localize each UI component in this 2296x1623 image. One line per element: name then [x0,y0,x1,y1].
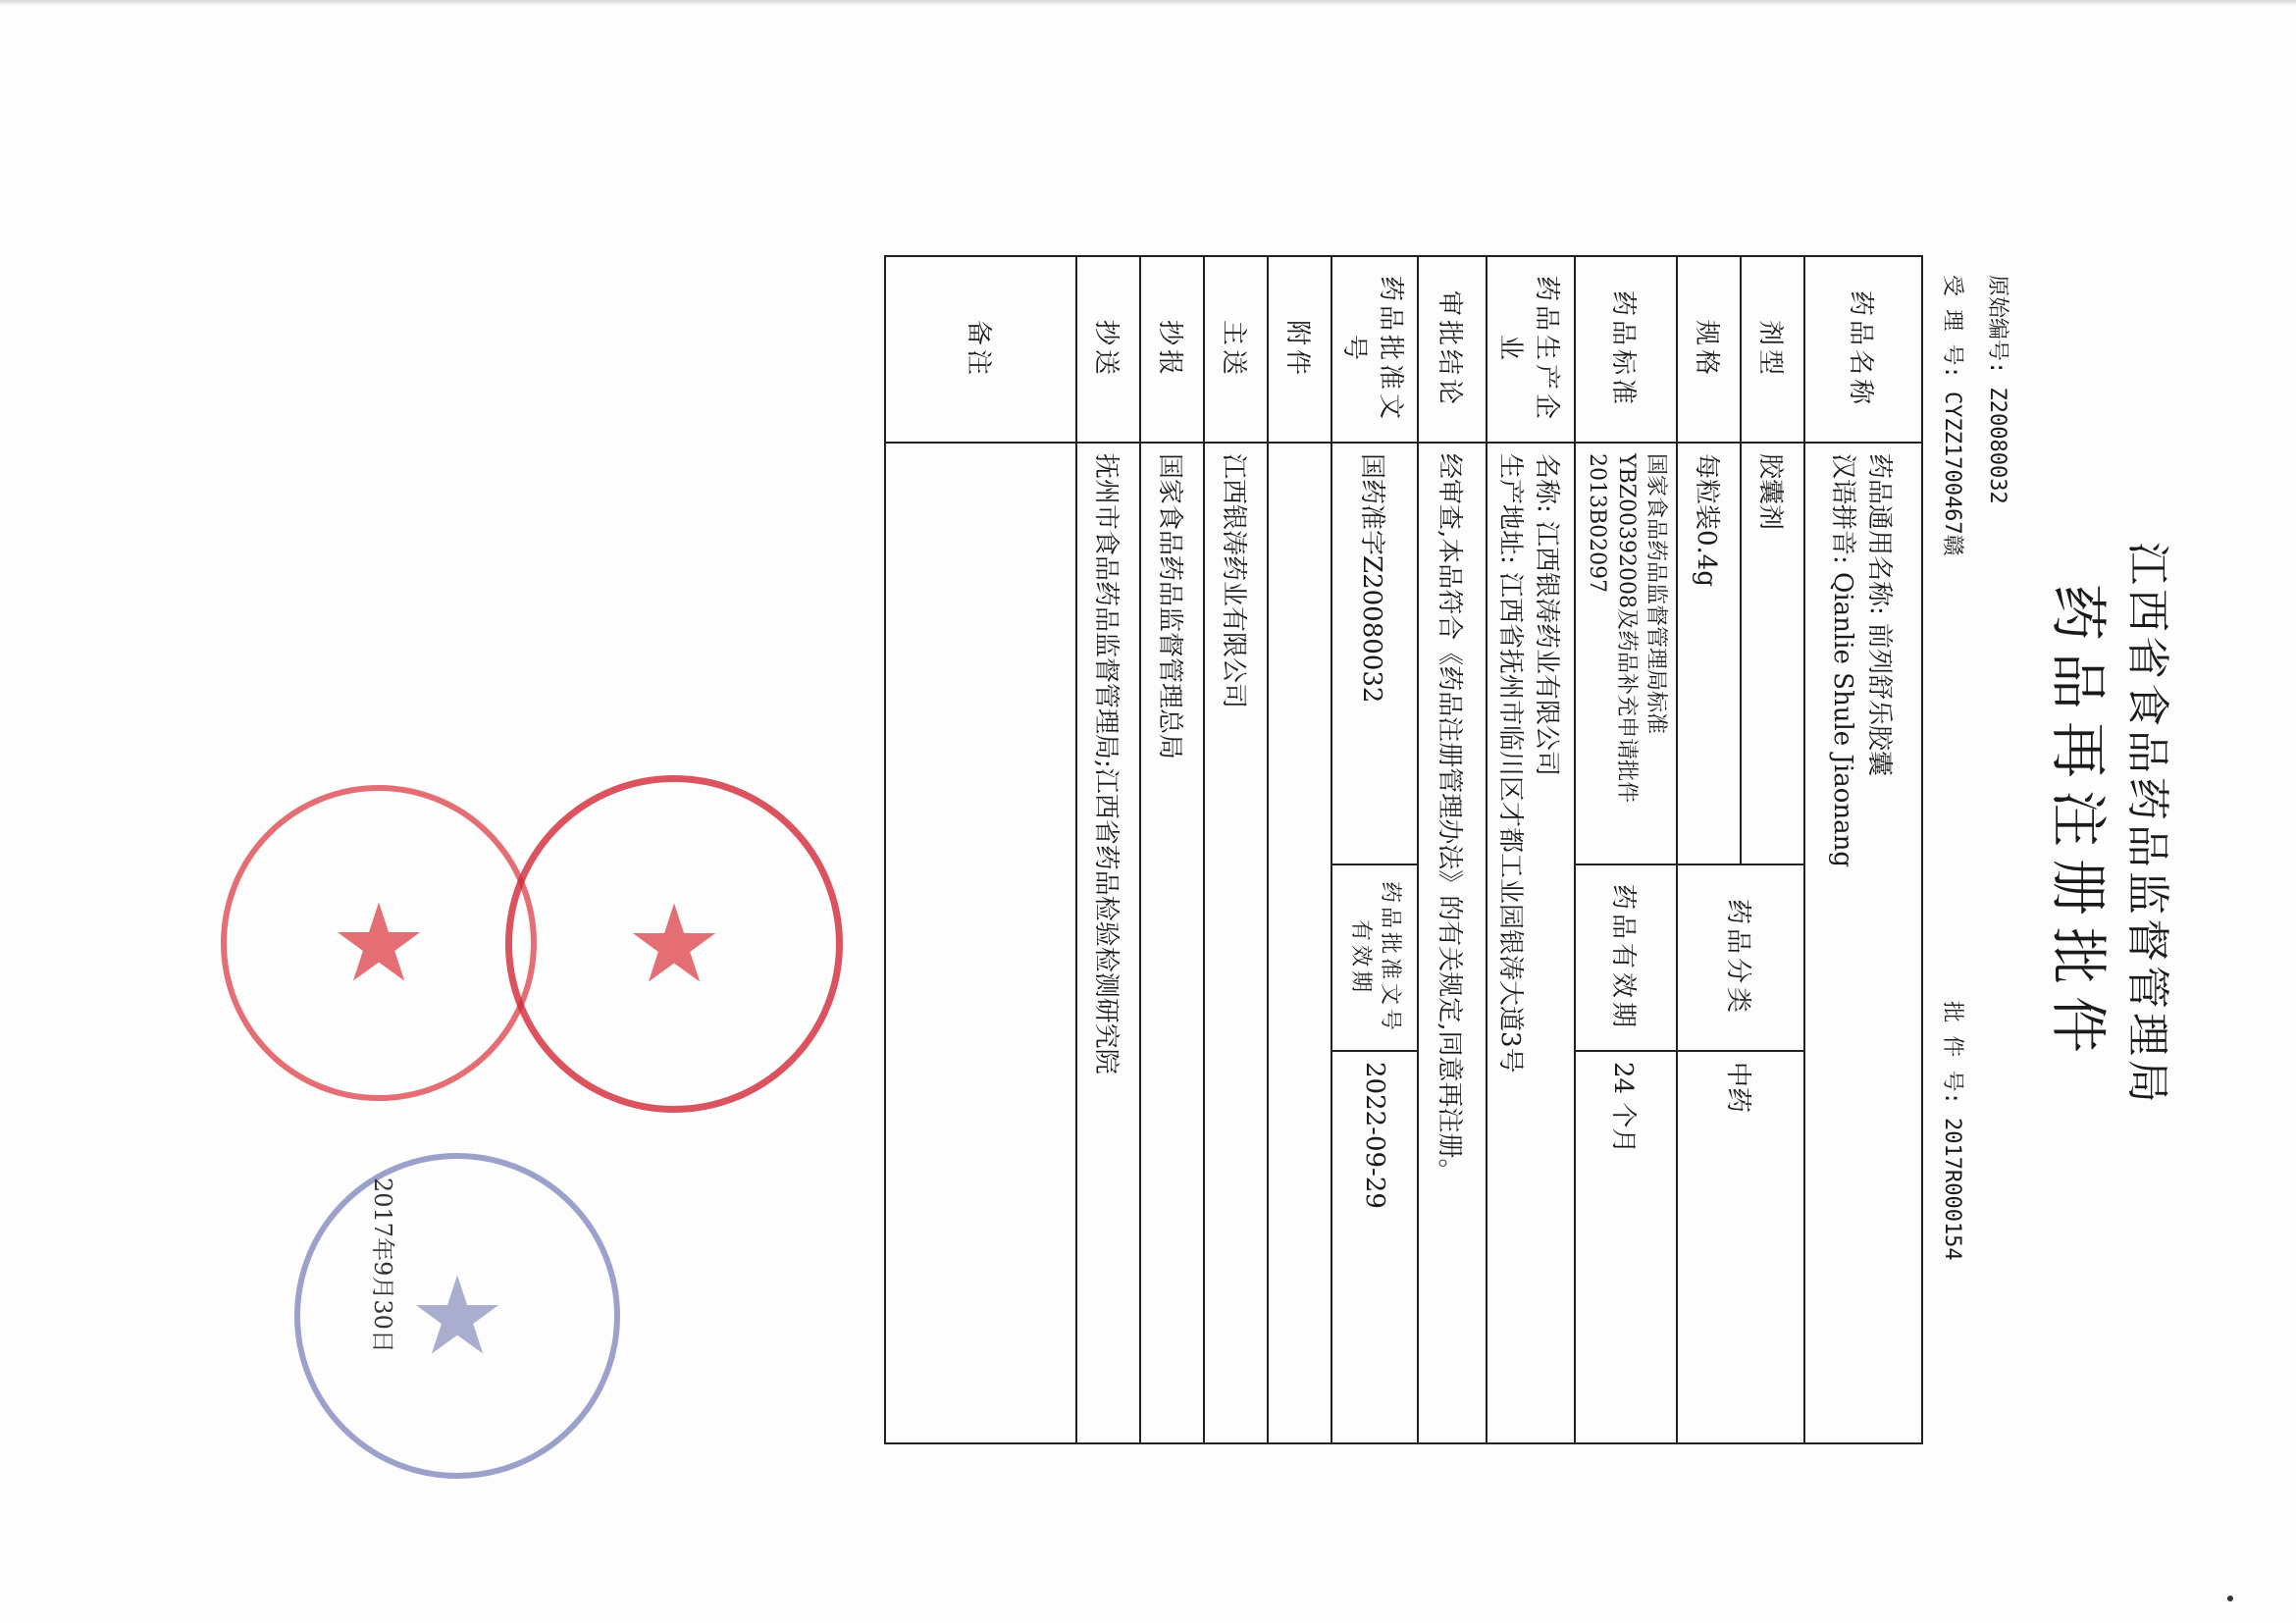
manufacturer-name: 名称: 江西银涛药业有限公司 [1532,453,1561,777]
dosage-form-value: 胶囊剂 [1741,443,1804,864]
conclusion-value: 经审查,本品符合《药品注册管理办法》的有关规定,同意再注册。 [1418,443,1487,1443]
approval-number-label: 药品批准文号 [1331,256,1418,443]
blue-seal-agency [294,1153,620,1479]
remarks-label: 备注 [885,256,1076,443]
seal-date: 2017年9月30日 [369,1178,396,1353]
validity-value: 24 个月 [1575,1051,1677,1443]
conclusion-label: 审批结论 [1418,256,1487,443]
scan-edge [0,0,2296,6]
report-to-value: 国家食品药品监督管理总局 [1140,443,1204,1443]
seal-star-icon: ★ [330,880,428,1006]
manufacturer-label: 药品生产企业 [1487,256,1575,443]
dosage-form-label: 剂型 [1741,256,1804,443]
standard-label: 药品标准 [1575,256,1677,443]
drug-name-cell [1804,443,1922,1443]
document-title: 药品再注册批件 [2045,583,2112,1065]
attachment-value [1268,443,1331,1443]
pinyin-name: 汉语拼音: Qianlie Shule Jiaonang [1828,453,1857,867]
red-seal-company [505,775,843,1113]
approval-form-table [884,255,1923,1444]
report-to-label: 抄报 [1140,256,1204,443]
scan-speck [2227,1596,2233,1601]
category-value: 中药 [1677,1051,1804,1443]
approval-validity-label: 药品批准文号有效期 [1331,864,1418,1051]
acceptance-number: 受 理 号: CYZZ1700467赣 [1940,275,1964,556]
manufacturer-address: 生产地址: 江西省抚州市临川区才都工业园银涛大道3号 [1495,453,1525,1073]
cc-value: 抚州市食品药品监督管理局;江西省药品检验检测研究院 [1076,443,1140,1443]
manufacturer-cell [1487,443,1575,1443]
agency-title: 江西省食品药品监督管理局 [2122,542,2172,1107]
original-number: 原始编号: Z20080032 [1985,275,2009,504]
remarks-value [885,443,1076,1443]
cc-label: 抄送 [1076,256,1140,443]
spec-value: 每粒装0.4g [1677,443,1741,864]
red-seal-left [221,785,537,1101]
main-recipient-label: 主送 [1204,256,1268,443]
main-recipient-value: 江西银涛药业有限公司 [1204,443,1268,1443]
seal-star-icon: ★ [408,1253,506,1379]
attachment-label: 附件 [1268,256,1331,443]
standard-value: 国家食品药品监督管理局标准YBZ00392008及药品补充申请批件2013B02097 [1575,443,1677,864]
approval-validity-value: 2022-09-29 [1331,1051,1418,1443]
seal-star-icon: ★ [625,881,723,1007]
validity-label: 药品有效期 [1575,864,1677,1051]
category-label: 药品分类 [1677,864,1804,1051]
approval-number: 批 件 号: 2017R000154 [1940,1001,1964,1261]
spec-label: 规格 [1677,256,1741,443]
approval-number-value: 国药准字Z20080032 [1331,443,1418,864]
generic-name: 药品通用名称: 前列舒乐胶囊 [1864,453,1894,777]
drug-name-label: 药品名称 [1804,256,1922,443]
